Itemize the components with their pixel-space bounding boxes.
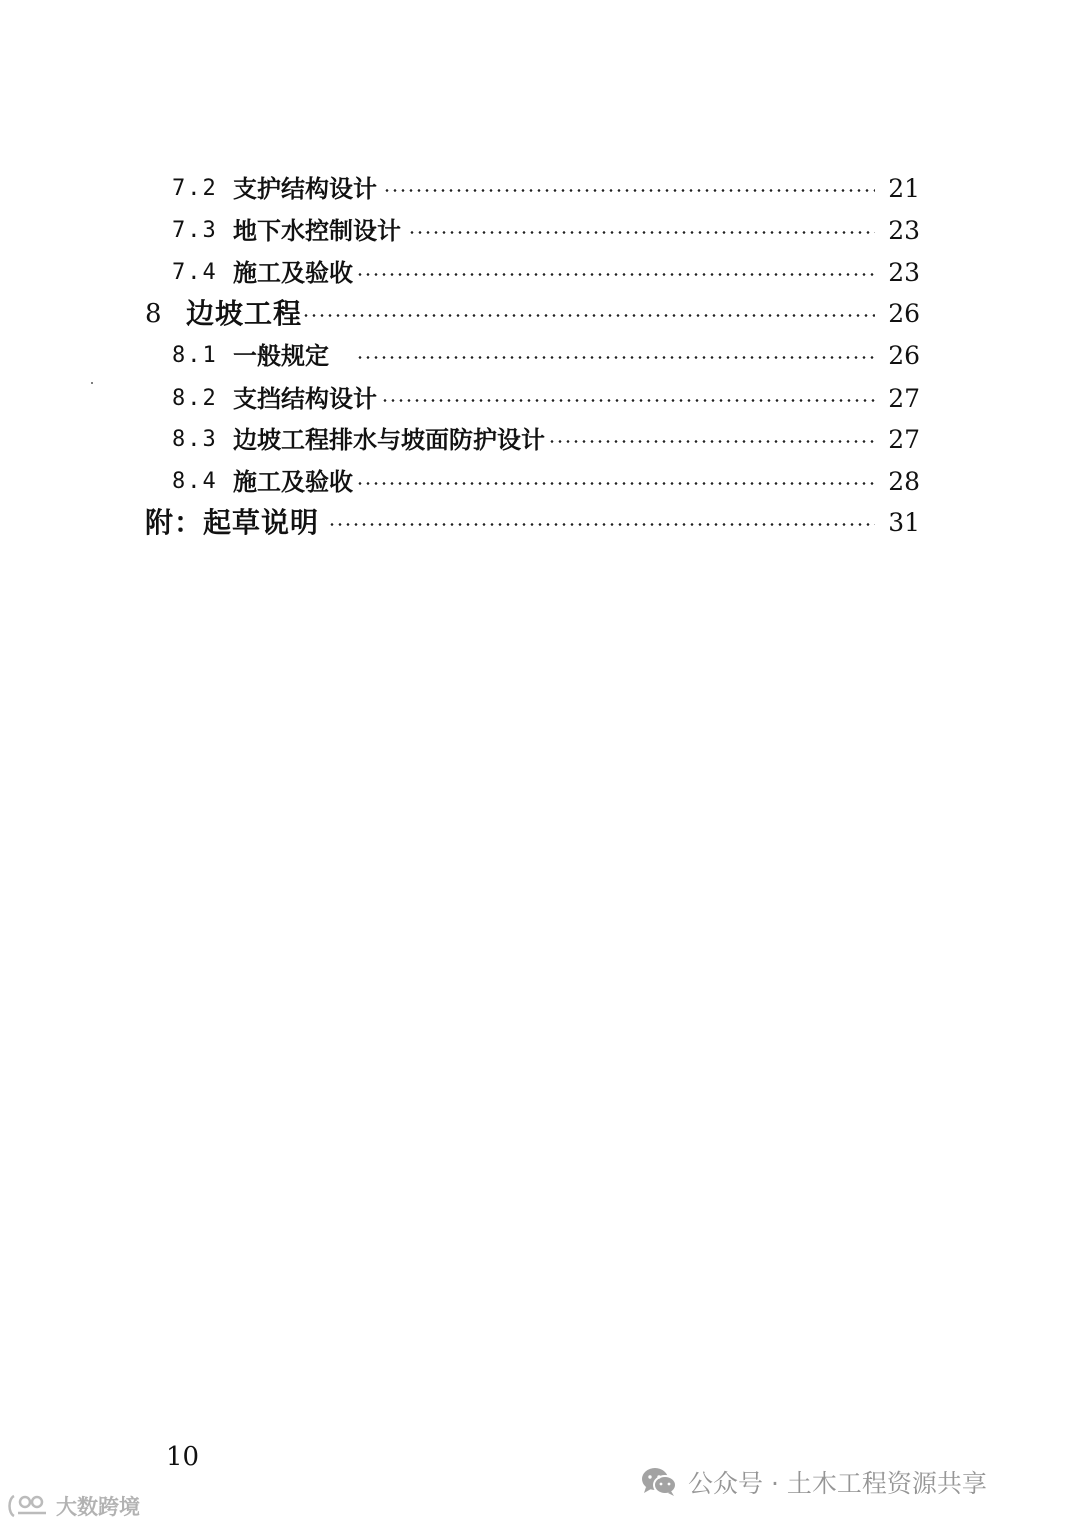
toc-entry-page: 27 <box>888 384 920 413</box>
table-of-contents <box>0 0 1080 600</box>
toc-entry-8-3 <box>0 420 1080 460</box>
toc-entry-page: 26 <box>888 341 920 370</box>
toc-entry-title: 边坡工程排水与坡面防护设计 <box>233 426 545 454</box>
toc-entry-8-1 <box>0 336 1080 376</box>
toc-leader-dots <box>408 231 875 234</box>
toc-entry-number: 8.1 <box>172 343 218 368</box>
toc-entry-number: 7.2 <box>172 176 218 201</box>
brand-watermark-text: 大数跨境 <box>56 1495 140 1519</box>
wechat-watermark <box>640 1462 987 1502</box>
toc-entry-8-4 <box>0 462 1080 502</box>
toc-entry-7-4 <box>0 253 1080 293</box>
scan-speck <box>91 382 93 384</box>
toc-leader-dots <box>383 189 875 192</box>
toc-entry-page: 28 <box>888 467 920 496</box>
toc-leader-dots <box>356 356 875 359</box>
toc-entry-number: 8.3 <box>172 427 218 452</box>
toc-entry-title: 附：起草说明 <box>145 506 320 539</box>
toc-entry-8-2 <box>0 379 1080 419</box>
page-number: 10 <box>166 1442 200 1472</box>
toc-entry-title: 一般规定 <box>233 342 329 370</box>
toc-entry-number: 7.4 <box>172 260 218 285</box>
toc-entry-7-3 <box>0 211 1080 251</box>
brand-logo-icon <box>6 1493 50 1519</box>
toc-entry-number: 8.2 <box>172 386 218 411</box>
toc-entry-title: 地下水控制设计 <box>233 217 401 245</box>
wechat-account-text: 公众号 · 土木工程资源共享 <box>688 1469 987 1498</box>
wechat-icon <box>640 1466 678 1498</box>
toc-leader-dots <box>328 523 875 526</box>
toc-leader-dots <box>381 399 875 402</box>
toc-entry-page: 23 <box>888 258 920 287</box>
toc-leader-dots <box>302 314 875 317</box>
brand-watermark <box>6 1490 140 1522</box>
toc-entry-page: 23 <box>888 216 920 245</box>
toc-entry-page: 26 <box>888 299 920 328</box>
toc-entry-appendix <box>0 503 1080 543</box>
toc-entry-title: 支护结构设计 <box>233 175 377 203</box>
toc-entry-page: 27 <box>888 425 920 454</box>
toc-entry-number: 8.4 <box>172 469 218 494</box>
toc-entry-page: 31 <box>888 508 920 537</box>
toc-entry-title: 施工及验收 <box>233 468 353 496</box>
toc-leader-dots <box>548 440 875 443</box>
toc-leader-dots <box>356 273 875 276</box>
toc-entry-8 <box>0 294 1080 334</box>
toc-entry-7-2 <box>0 169 1080 209</box>
toc-entry-number: 8 <box>145 299 162 329</box>
toc-leader-dots <box>356 482 875 485</box>
toc-entry-title: 施工及验收 <box>233 259 353 287</box>
toc-entry-page: 21 <box>888 174 920 203</box>
toc-entry-title: 支挡结构设计 <box>233 385 377 413</box>
toc-entry-title: 边坡工程 <box>186 297 303 330</box>
toc-entry-number: 7.3 <box>172 218 218 243</box>
